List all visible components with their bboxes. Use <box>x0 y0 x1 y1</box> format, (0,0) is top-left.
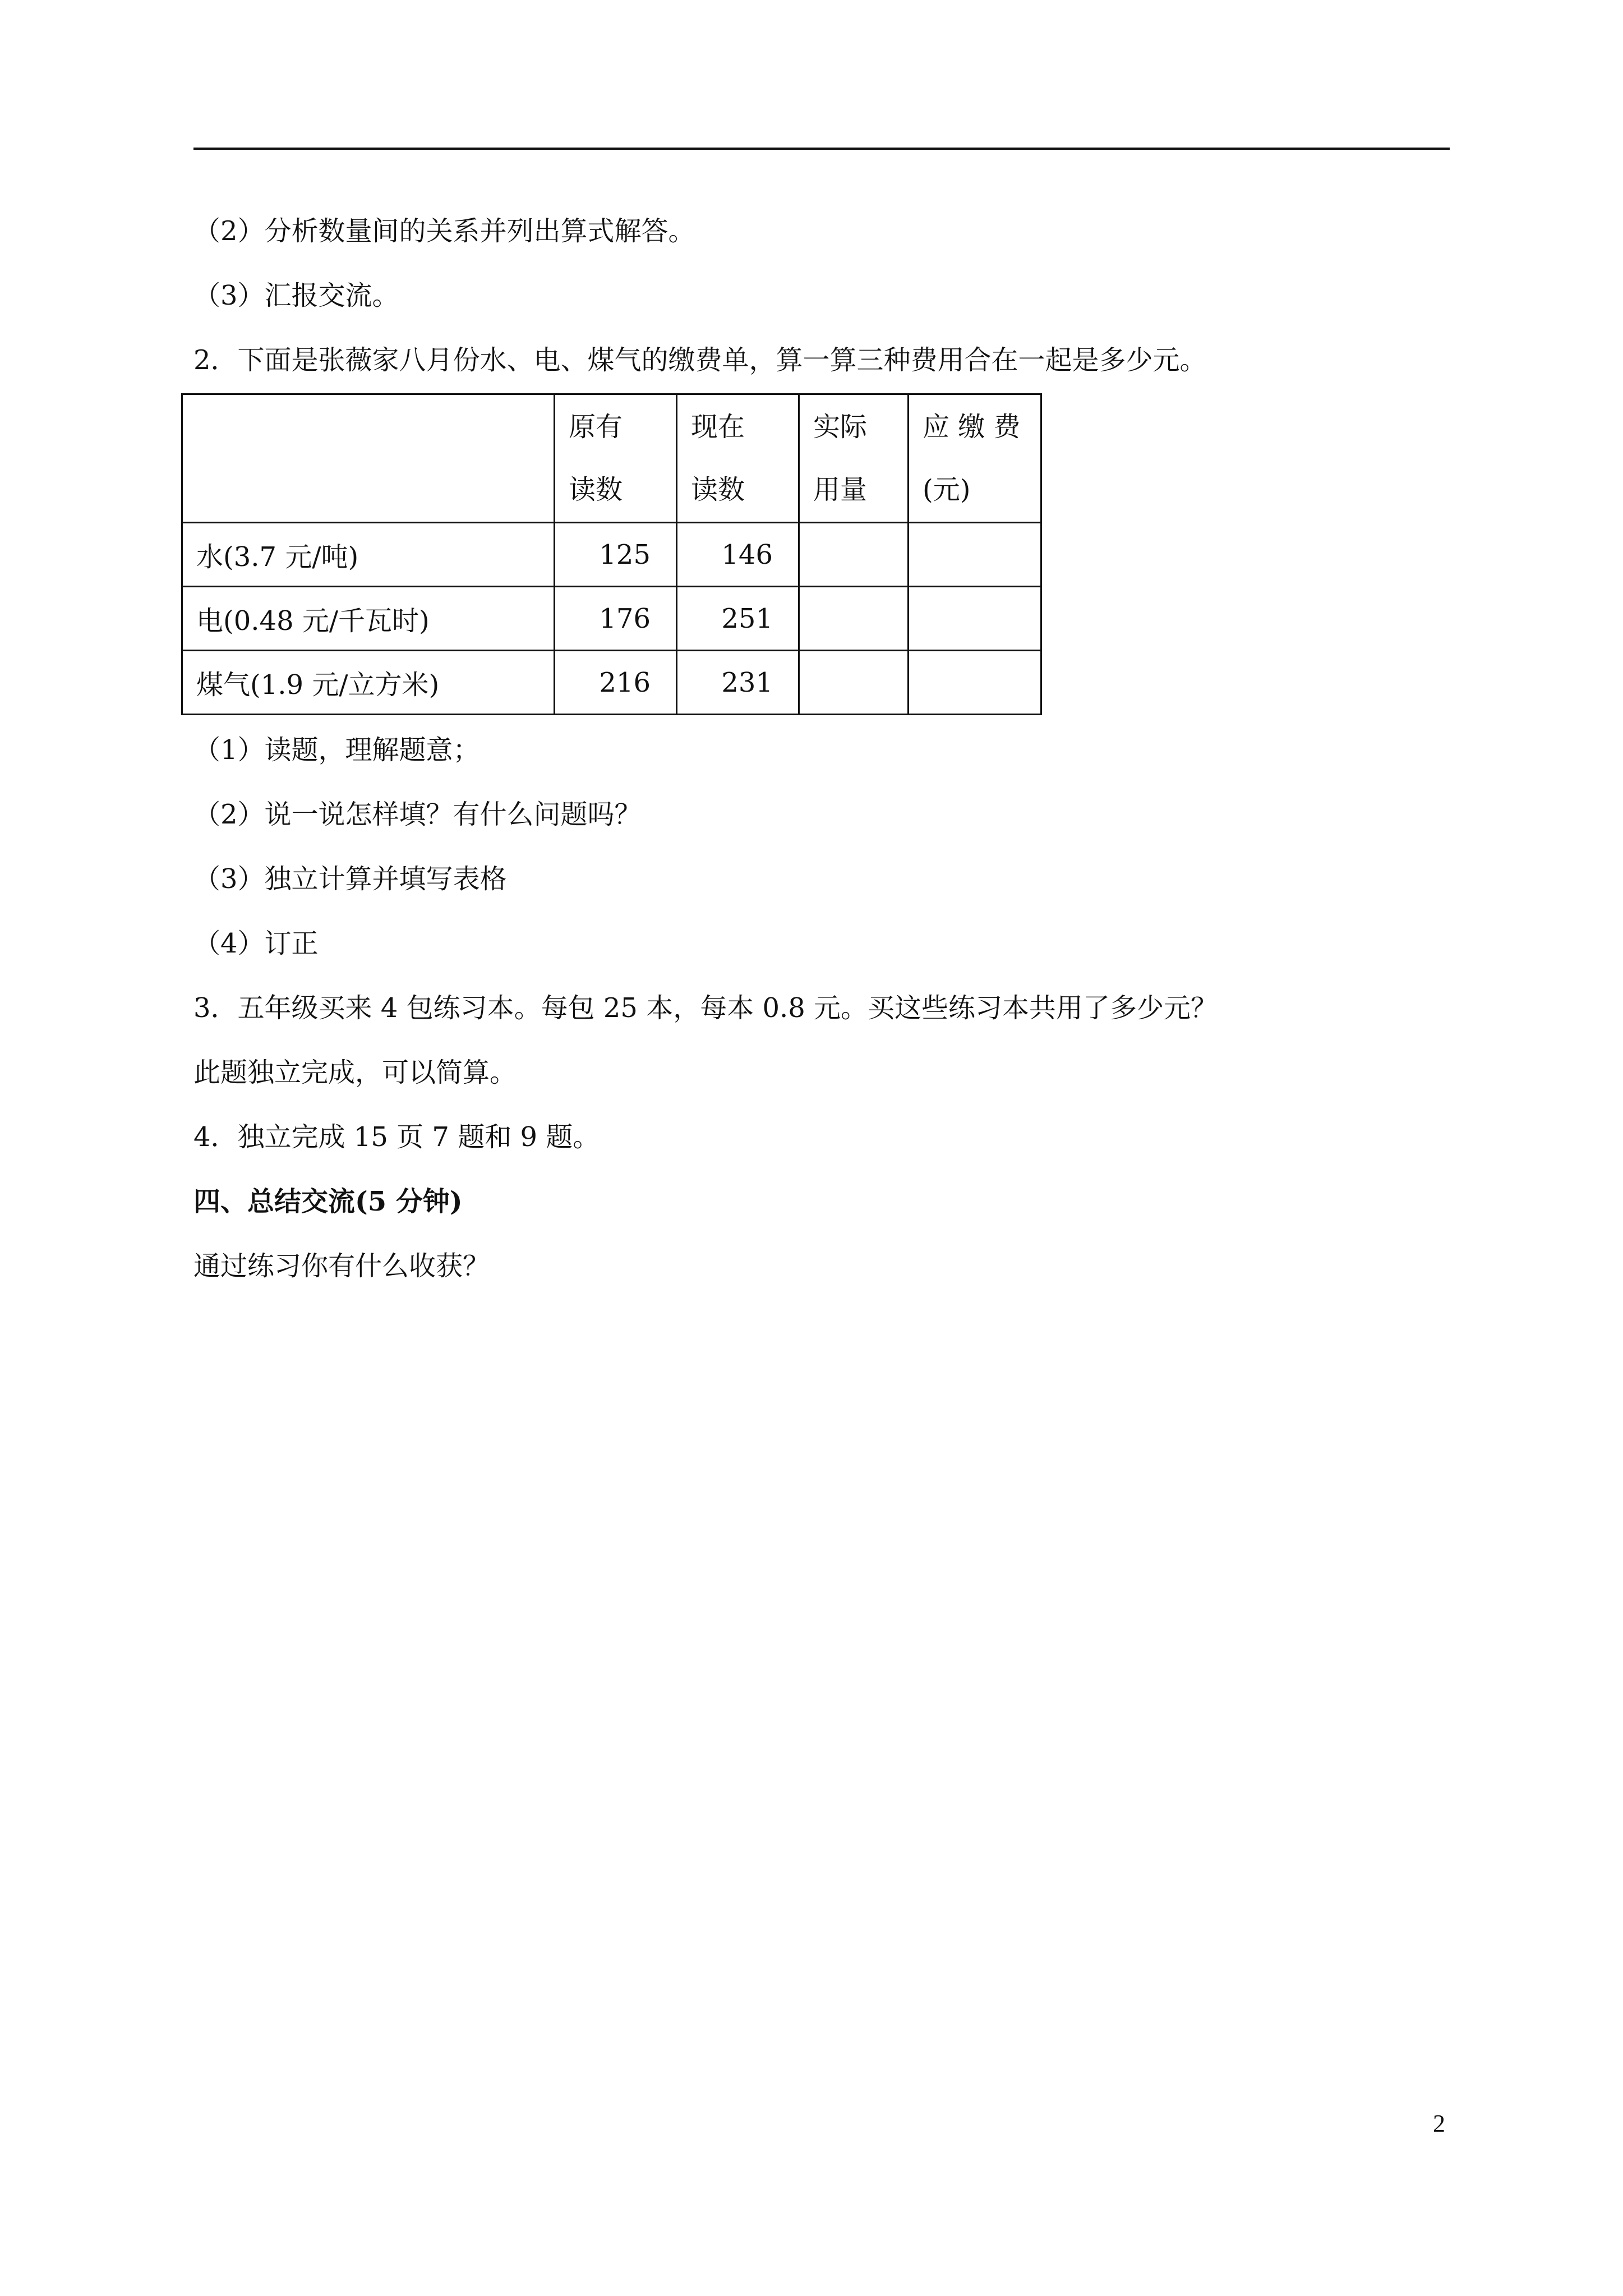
header-original-reading <box>555 394 677 523</box>
row-gas-actual[interactable] <box>799 651 909 715</box>
header-blank-cell <box>182 394 555 523</box>
row-electricity-original: 176 <box>555 587 677 651</box>
row-electricity-current: 251 <box>677 587 799 651</box>
row-gas-label: 煤气(1.9 元/立方米) <box>182 651 555 715</box>
table-row-gas <box>182 651 1041 715</box>
step-4-correct: （4）订正 <box>193 928 319 959</box>
row-electricity-label: 电(0.48 元/千瓦时) <box>182 587 555 651</box>
question-2: 2．下面是张薇家八月份水、电、煤气的缴费单，算一算三种费用合在一起是多少元。 <box>193 344 1207 376</box>
row-gas-current: 231 <box>677 651 799 715</box>
header-current-reading <box>677 394 799 523</box>
page-number: 2 <box>1433 2110 1445 2137</box>
header-original-line2: 读数 <box>569 474 623 505</box>
header-original-line1: 原有 <box>569 411 623 443</box>
utility-bill-table <box>181 393 1042 715</box>
header-current-line2: 读数 <box>691 474 745 505</box>
row-gas-fee[interactable] <box>909 651 1041 715</box>
table-row-water <box>182 523 1041 587</box>
row-water-label: 水(3.7 元/吨) <box>182 523 555 587</box>
header-fee-line1: 应 缴 费 <box>923 411 1021 443</box>
row-water-current: 146 <box>677 523 799 587</box>
row-gas-original: 216 <box>555 651 677 715</box>
question-3: 3．五年级买来 4 包练习本。每包 25 本，每本 0.8 元。买这些练习本共用了多少元？ <box>193 992 1218 1024</box>
step-2-discuss: （2）说一说怎样填？有什么问题吗？ <box>193 799 642 830</box>
closing-question: 通过练习你有什么收获？ <box>193 1250 490 1282</box>
header-actual-usage <box>799 394 909 523</box>
step-1-read: （1）读题，理解题意； <box>193 734 480 766</box>
row-electricity-fee[interactable] <box>909 587 1041 651</box>
question-4: 4．独立完成 15 页 7 题和 9 题。 <box>193 1121 600 1153</box>
row-water-actual[interactable] <box>799 523 909 587</box>
row-water-fee[interactable] <box>909 523 1041 587</box>
header-fee-line2: (元) <box>923 474 971 505</box>
header-fee-due <box>909 394 1041 523</box>
header-actual-line2: 用量 <box>813 474 868 505</box>
step-2-analyze: （2）分析数量间的关系并列出算式解答。 <box>193 215 695 247</box>
row-water-original: 125 <box>555 523 677 587</box>
question-3-note: 此题独立完成，可以简算。 <box>193 1057 517 1088</box>
header-current-line1: 现在 <box>691 411 745 443</box>
step-3-report: （3）汇报交流。 <box>193 280 399 311</box>
step-3-calculate: （3）独立计算并填写表格 <box>193 863 507 895</box>
header-actual-line1: 实际 <box>813 411 868 443</box>
section-title: 四、总结交流(5 分钟) <box>193 1186 463 1217</box>
table-row-electricity <box>182 587 1041 651</box>
row-electricity-actual[interactable] <box>799 587 909 651</box>
header-rule <box>193 148 1450 150</box>
table-header-row <box>182 394 1041 523</box>
